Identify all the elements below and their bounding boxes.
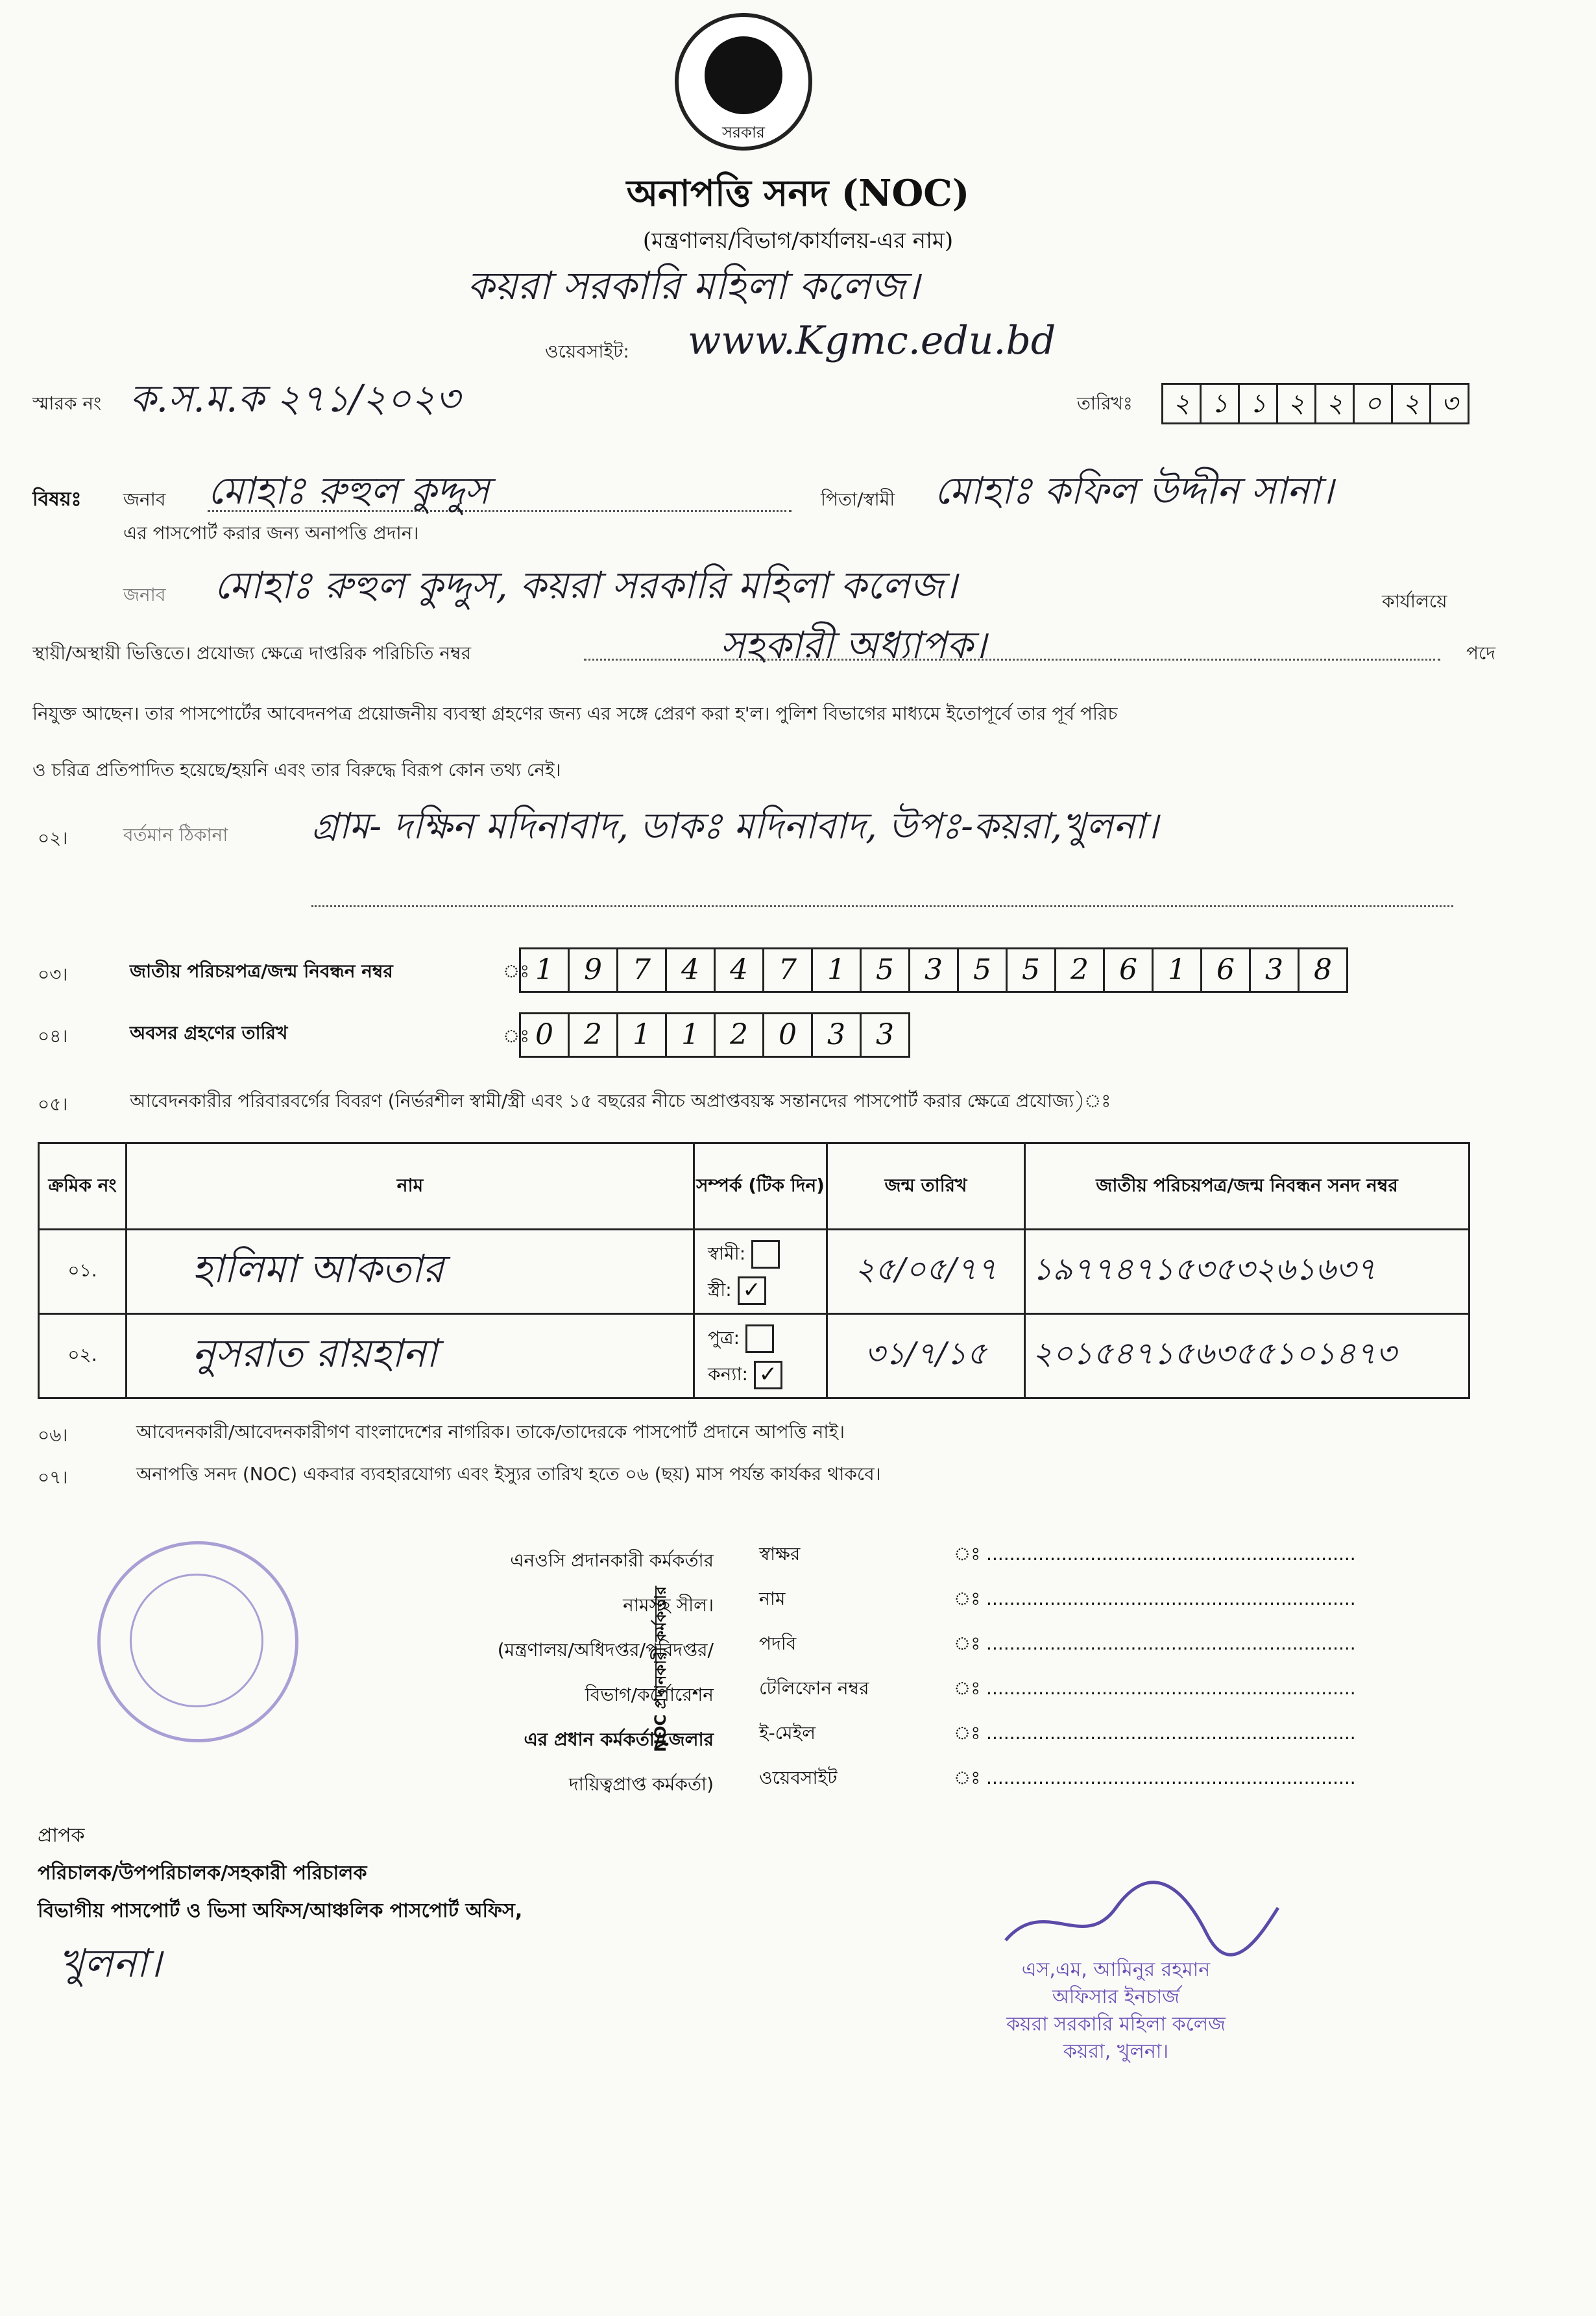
officer-vertical-label: NOC প্রদানকারী কর্মকর্তার: [651, 1586, 670, 1752]
date-digit: ২: [1316, 383, 1355, 424]
row-dob: ৩১/৭/১৫: [827, 1314, 1025, 1398]
nid-digit: 1: [813, 947, 862, 993]
nid-digit: 1: [519, 947, 570, 993]
website-label: ওয়েবসাইট:: [545, 341, 629, 362]
para2-dotline: [584, 659, 1440, 661]
address-label: বর্তমান ঠিকানা: [123, 824, 228, 846]
para1-value: মোহাঃ রুহুল কুদ্দুস, কয়রা সরকারি মহিলা কলেজ।: [214, 563, 957, 607]
signatory-name: এস,এম, আমিনুর রহমান: [1021, 1958, 1211, 1981]
retire-digit: 2: [716, 1012, 764, 1058]
subject-mr-label: জনাব: [123, 489, 166, 510]
nid-digit: 3: [910, 947, 959, 993]
college-stamp: [97, 1541, 298, 1742]
retire-colon: ঃ: [503, 1025, 530, 1047]
signature-scribble: [993, 1869, 1291, 1966]
relation-checkbox[interactable]: ✓: [738, 1276, 766, 1305]
retire-num: ০৪।: [38, 1025, 68, 1047]
para6-text: আবেদনকারী/আবেদনকারীগণ বাংলাদেশের নাগরিক। তাকে/তাদেরকে পাসপোর্ট প্রদানে আপত্তি নাই।: [136, 1421, 845, 1443]
memo-value: ক.স.ম.ক ২৭১/২০২৩: [130, 376, 460, 421]
field-phone-label: টেলিফোন নম্বর: [759, 1677, 869, 1699]
date-digit: ২: [1278, 383, 1316, 424]
institution-name: কয়রা সরকারি মহিলা কলেজ।: [467, 263, 920, 309]
nid-digit: 8: [1300, 947, 1348, 993]
date-digit: ২: [1393, 383, 1431, 424]
row-serial: ০২.: [39, 1314, 127, 1398]
nid-digit: 2: [1056, 947, 1105, 993]
retire-digit: 1: [618, 1012, 667, 1058]
date-digit: ০: [1355, 383, 1393, 424]
row-relation: [694, 1314, 827, 1398]
subject-label: বিষয়ঃ: [32, 488, 82, 511]
nid-digit: 5: [862, 947, 910, 993]
retire-digit: 0: [519, 1012, 570, 1058]
officer-line: নামসহ সীল।: [623, 1594, 714, 1616]
date-digit: ২: [1161, 383, 1202, 424]
field-line: ঃ ................................................................: [954, 1588, 1356, 1609]
officer-line: বিভাগ/কর্পোরেশন: [585, 1684, 714, 1705]
date-digit: ৩: [1431, 383, 1469, 424]
field-designation-label: পদবি: [759, 1633, 797, 1654]
date-label: তারিখঃ: [1077, 393, 1133, 414]
page-subtitle: (মন্ত্রণালয়/বিভাগ/কার্যালয়-এর নাম): [642, 228, 954, 254]
address-num: ০২।: [38, 827, 68, 849]
nid-boxes: [519, 947, 1348, 993]
subject-name: মোহাঃ রুহুল কুদ্দুস: [208, 462, 792, 512]
field-name-label: নাম: [759, 1588, 786, 1609]
recipient-line1: পরিচালক/উপপরিচালক/সহকারী পরিচালক: [38, 1862, 367, 1884]
col-nid: জাতীয় পরিচয়পত্র/জন্ম নিবন্ধন সনদ নম্বর: [1025, 1143, 1469, 1230]
retire-label: অবসর গ্রহণের তারিখ: [130, 1022, 288, 1043]
seal-caption: সরকার: [721, 123, 765, 141]
website-value: www.Kgmc.edu.bd: [688, 318, 1056, 363]
row-dob: ২৫/০৫/৭৭: [827, 1230, 1025, 1314]
retire-digit: 2: [570, 1012, 618, 1058]
nid-digit: 7: [764, 947, 813, 993]
family-num: ০৫।: [38, 1093, 68, 1115]
nid-digit: 5: [1008, 947, 1056, 993]
nid-num: ০৩।: [38, 964, 68, 985]
officer-field-lines: [954, 1531, 1473, 1800]
field-line: ঃ ................................................................: [954, 1633, 1356, 1654]
signatory-org: কয়রা সরকারি মহিলা কলেজ: [1006, 2013, 1226, 2036]
address-value: গ্রাম- দক্ষিন মদিনাবাদ, ডাকঃ মদিনাবাদ, উপঃ-কয়রা,খুলনা।: [311, 805, 1159, 847]
relation-checkbox[interactable]: [745, 1324, 774, 1353]
relation-opt2: কন্যা:: [708, 1363, 748, 1385]
field-line: ঃ ................................................................: [954, 1767, 1356, 1788]
date-boxes: [1161, 383, 1469, 424]
recipient-line2: বিভাগীয় পাসপোর্ট ও ভিসা অফিস/আঞ্চলিক পাসপোর্ট অফিস,: [38, 1899, 523, 1922]
row-nid: ১৯৭৭৪৭১৫৩৫৩২৬১৬৩৭: [1025, 1230, 1469, 1314]
field-email-label: ই-মেইল: [759, 1722, 816, 1744]
memo-label: স্মারক নং: [32, 393, 102, 414]
family-table-header: [39, 1143, 1469, 1230]
family-table: [38, 1142, 1470, 1399]
para2-label: স্থায়ী/অস্থায়ী ভিত্তিতে। প্রযোজ্য ক্ষেত্রে দাপ্তরিক পরিচিতি নম্বর: [32, 642, 472, 664]
para6-num: ০৬।: [38, 1424, 68, 1446]
seal-emblem-icon: [705, 36, 782, 114]
row-name: হালিমা আকতার: [127, 1230, 694, 1314]
nid-colon: ঃ: [503, 960, 530, 982]
officer-line: দায়িত্বপ্রাপ্ত কর্মকর্তা): [569, 1774, 714, 1795]
row-nid: ২০১৫৪৭১৫৬৩৫৫১০১৪৭৩: [1025, 1314, 1469, 1398]
field-line: ঃ ................................................................: [954, 1543, 1356, 1565]
officer-line: এর প্রধান কর্মকর্তা/জেলার: [524, 1729, 714, 1750]
retire-digit: 3: [813, 1012, 862, 1058]
field-website-label: ওয়েবসাইট: [759, 1767, 838, 1788]
relation-checkbox[interactable]: ✓: [754, 1361, 782, 1389]
retire-digit: 0: [764, 1012, 813, 1058]
nid-digit: 4: [716, 947, 764, 993]
nid-label: জাতীয় পরিচয়পত্র/জন্ম নিবন্ধন নম্বর: [130, 960, 393, 982]
government-seal: [675, 13, 812, 151]
para7-text: অনাপত্তি সনদ (NOC) একবার ব্যবহারযোগ্য এবং ইস্যুর তারিখ হতে ০৬ (ছয়) মাস পর্যন্ত কার্যকর থাকবে।: [136, 1463, 881, 1485]
para1-label: জনাব: [123, 584, 166, 605]
para1-suffix: কার্যালয়ে: [1382, 591, 1447, 612]
nid-digit: 9: [570, 947, 618, 993]
nid-digit: 1: [1154, 947, 1202, 993]
father-name: মোহাঃ কফিল উদ্দীন সানা।: [934, 469, 1334, 513]
signature-block: [967, 1956, 1265, 2066]
signatory-place: কয়রা, খুলনা।: [1063, 2040, 1169, 2063]
officer-line: এনওসি প্রদানকারী কর্মকর্তার: [510, 1550, 714, 1571]
col-relation: সম্পর্ক (টিক দিন): [694, 1143, 827, 1230]
table-row: [39, 1230, 1469, 1314]
relation-opt1: স্বামী:: [708, 1242, 746, 1264]
address-dotline: [311, 905, 1453, 907]
family-label: আবেদনকারীর পরিবারবর্গের বিবরণ (নির্ভরশীল স্বামী/স্ত্রী এবং ১৫ বছরের নীচে অপ্রাপ্তবয়স্ক সন্তানদের পাসপোর্ট করার ক্ষেত্রে প্রযোজ্য)ঃ: [130, 1090, 1111, 1112]
field-signature-label: স্বাক্ষর: [759, 1543, 801, 1565]
nid-digit: 3: [1251, 947, 1300, 993]
father-label: পিতা/স্বামী: [821, 489, 895, 510]
col-name: নাম: [127, 1143, 694, 1230]
field-line: ঃ ................................................................: [954, 1677, 1356, 1699]
retire-digit: 1: [667, 1012, 716, 1058]
nid-digit: 4: [667, 947, 716, 993]
nid-digit: 5: [959, 947, 1008, 993]
officer-line: (মন্ত্রণালয়/অধিদপ্তর/পরিদপ্তর/: [497, 1639, 714, 1661]
row-name: নুসরাত রায়হানা: [127, 1314, 694, 1398]
col-dob: জন্ম তারিখ: [827, 1143, 1025, 1230]
row-serial: ০১.: [39, 1230, 127, 1314]
recipient-block: [38, 1817, 522, 1930]
signatory-role: অফিসার ইনচার্জ: [1052, 1986, 1180, 2008]
recipient-label: প্রাপক: [38, 1824, 85, 1847]
date-digit: ১: [1202, 383, 1240, 424]
retire-digit: 3: [862, 1012, 910, 1058]
page-title: অনাপত্তি সনদ (NOC): [626, 172, 970, 215]
recipient-city: খুলনা।: [58, 1941, 162, 1986]
table-row: [39, 1314, 1469, 1398]
nid-digit: 6: [1105, 947, 1154, 993]
nid-digit: 7: [618, 947, 667, 993]
field-line: ঃ ................................................................: [954, 1722, 1356, 1744]
subject-line2: এর পাসপোর্ট করার জন্য অনাপত্তি প্রদান।: [123, 522, 419, 544]
para2-suffix: পদে: [1466, 642, 1495, 664]
relation-opt2: স্ত্রী:: [708, 1278, 732, 1300]
para4: ও চরিত্র প্রতিপাদিত হয়েছে/হয়নি এবং তার বিরুদ্ধে বিরূপ কোন তথ্য নেই।: [32, 759, 561, 781]
relation-opt1: পুত্র:: [708, 1326, 740, 1348]
para7-num: ০৭।: [38, 1467, 68, 1488]
officer-fields: [759, 1531, 869, 1800]
row-relation: [694, 1230, 827, 1314]
nid-digit: 6: [1202, 947, 1251, 993]
col-serial: ক্রমিক নং: [39, 1143, 127, 1230]
retire-boxes: [519, 1012, 910, 1058]
para3: নিযুক্ত আছেন। তার পাসপোর্টের আবেদনপত্র প্রয়োজনীয় ব্যবস্থা গ্রহণের জন্য এর সঙ্গে প্রেরণ করা হ'ল। পুলিশ বিভাগের মাধ্যমে ইতোপূর্বে তার পূর্ব পরিচ: [32, 703, 1118, 724]
relation-checkbox[interactable]: [751, 1240, 780, 1269]
date-digit: ১: [1240, 383, 1278, 424]
para2-value: সহকারী অধ্যাপক।: [720, 623, 987, 667]
